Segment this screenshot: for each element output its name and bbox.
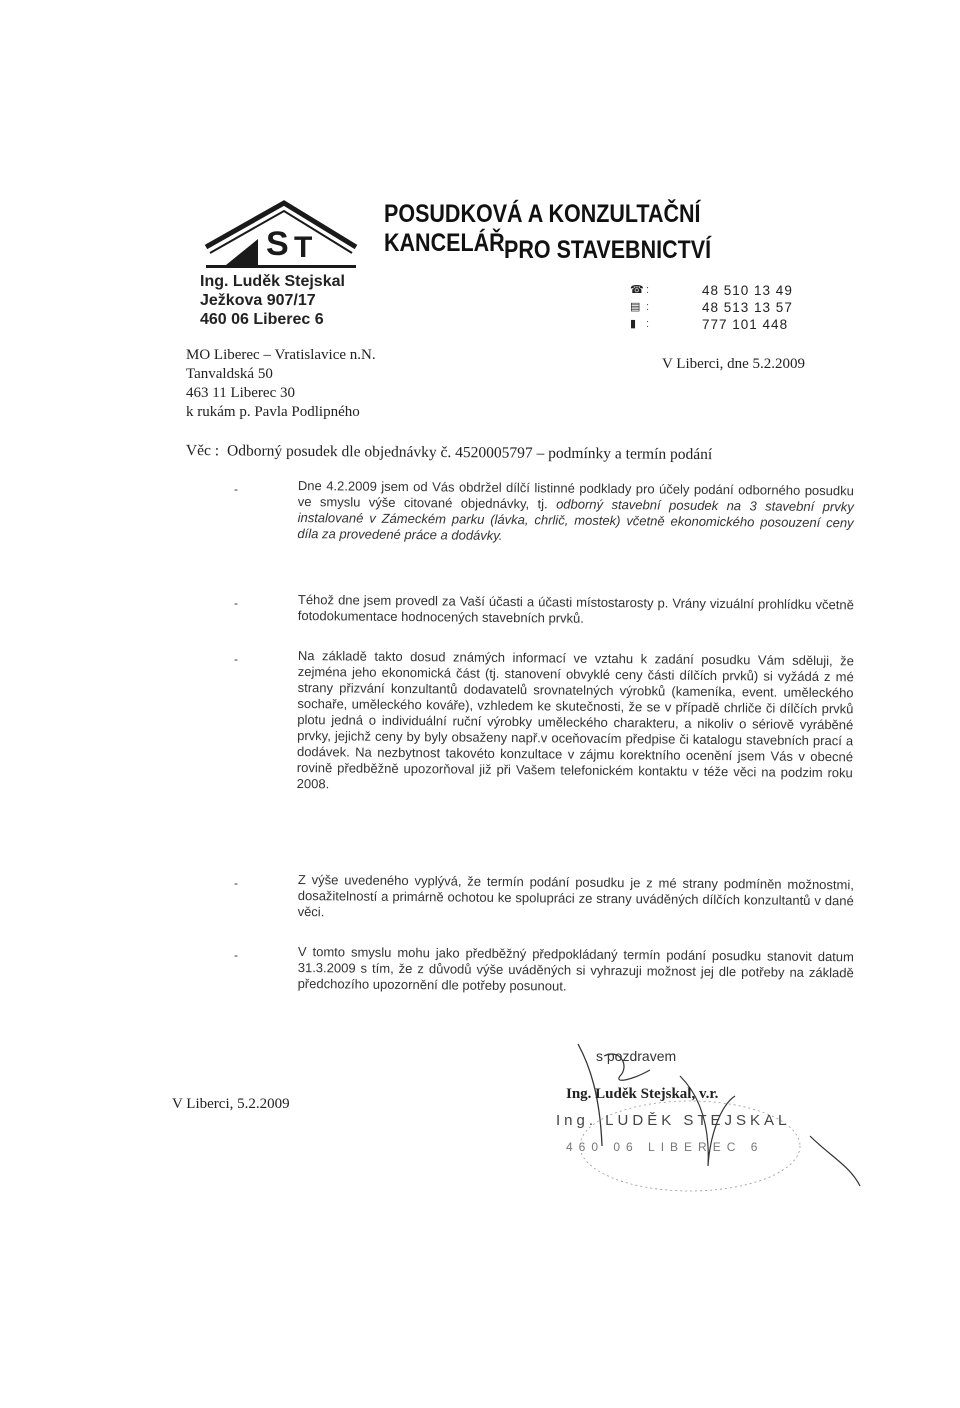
sender-name: Ing. Luděk Stejskal <box>200 273 345 290</box>
recipient-line: 463 11 Liberec 30 <box>186 385 295 401</box>
recipient-address <box>186 346 376 422</box>
phone-row: ☎ : 48 510 13 49 <box>630 283 793 298</box>
stamp-city: 460 06 LIBEREC 6 <box>566 1140 764 1154</box>
office-subtitle: PRO STAVEBNICTVÍ <box>504 236 712 264</box>
bullet-dash: - <box>234 482 238 496</box>
mobile-number: 777 101 448 <box>702 317 789 332</box>
paragraph-5: V tomto smyslu mohu jako předběžný předpokládaný termín podání posudku stanovit datum 31.3.2009 s tím, že z důvodů výše uváděných si vyhrazuji možnost jej dle potřeby na základě předchozího upozornění dle potřeby posunout. <box>297 944 854 994</box>
paragraph-1-text: Dne 4.2.2009 jsem od Vás obdržel dílčí listinné podklady pro účely podání odborného posudku ve smyslu výše citované objednávky, tj. <box>297 478 854 512</box>
paragraph-1-italic: odborný stavební posudek na 3 stavební prvky instalované v Zámeckém parku (lávka, chrlič, mostek) včetně ekonomického posouzení ceny díla za provedené práce a dodávky. <box>297 496 854 543</box>
recipient-line: k rukám p. Pavla Podlipného <box>186 404 360 420</box>
greeting: s pozdravem <box>596 1048 677 1064</box>
paragraph-2: Téhož dne jsem provedl za Vaší účasti a účasti místostarosty p. Vrány vizuální prohlídku včetně fotodokumentace hodnocených stavebních prvků. <box>297 592 854 626</box>
paragraph-4: Z výše uvedeného vyplývá, že termín podání posudku je z mé strany podmíněn možnostmi, dosažitelností a primárně ochotou ke spolupráci ze strany uváděných dílčích konzultantů v dané věci. <box>297 872 854 920</box>
svg-text:T: T <box>294 231 313 264</box>
bullet-dash: - <box>234 876 238 890</box>
subject-line <box>186 442 846 465</box>
office-title: POSUDKOVÁ A KONZULTAČNÍ KANCELÁŘ <box>384 200 701 257</box>
bullet-dash: - <box>234 652 238 666</box>
bullet-dash: - <box>234 596 238 610</box>
fax-icon: ▤ <box>630 301 641 313</box>
fax-row: ▤ : 48 513 13 57 <box>630 300 793 315</box>
closing-date: V Liberci, 5.2.2009 <box>172 1096 290 1112</box>
bullet-dash: - <box>234 948 238 962</box>
mobile-row: ▮ : 777 101 448 <box>630 317 789 332</box>
recipient-line: Tanvaldská 50 <box>186 366 273 382</box>
phone-number: 48 510 13 49 <box>702 283 793 298</box>
signer-name: Ing. Luděk Stejskal, v.r. <box>566 1086 719 1102</box>
letter-date: V Liberci, dne 5.2.2009 <box>662 356 806 372</box>
recipient-line: MO Liberec – Vratislavice n.N. <box>186 347 376 363</box>
sender-city: 460 06 Liberec 6 <box>200 311 324 328</box>
sender-street: Ježkova 907/17 <box>200 292 316 309</box>
stamp-name: Ing. LUDĚK STEJSKAL <box>556 1112 791 1129</box>
paragraph-1 <box>297 478 854 547</box>
mobile-icon: ▮ <box>630 318 637 330</box>
paragraph-3: Na základě takto dosud známých informací ve vztahu k zadání posudku Vám sděluji, že zejména jeho ekonomická část (tj. stanovení obvyklé ceny části dílčích prvků) si vyžádá z mé strany přizvání konzultantů dodavatelů srovnatelných výrobků (kameníka, event. uměleckého sochaře, uměleckého kováře), vzhledem ke skutečnosti, že se v případě chrliče či dílčích prvků plotu jedná o individuální ruční výrobky uměleckého charakteru, a nikoliv o sériově vyráběné prvky, jejichž ceny by byly obsaženy např.v oceňovacím předpise či katalogu stavebních prací a dodávek. Na nezbytnost takovéto konzultace v zájmu korektního ocenění jsem Vás v obecné rovině předběžně upozorňoval již při Vašem telefonickém kontaktu v téže věci na podzim roku 2008. <box>296 648 854 792</box>
subject-text: Odborný posudek dle objednávky č. 4520005797 – podmínky a termín podání <box>227 442 713 464</box>
company-logo <box>196 195 366 275</box>
sender-address <box>200 272 345 329</box>
svg-text:S: S <box>266 225 289 263</box>
contact-block <box>630 282 850 333</box>
fax-number: 48 513 13 57 <box>702 300 793 315</box>
phone-icon: ☎ <box>630 284 644 296</box>
subject-label: Věc : <box>185 442 220 460</box>
